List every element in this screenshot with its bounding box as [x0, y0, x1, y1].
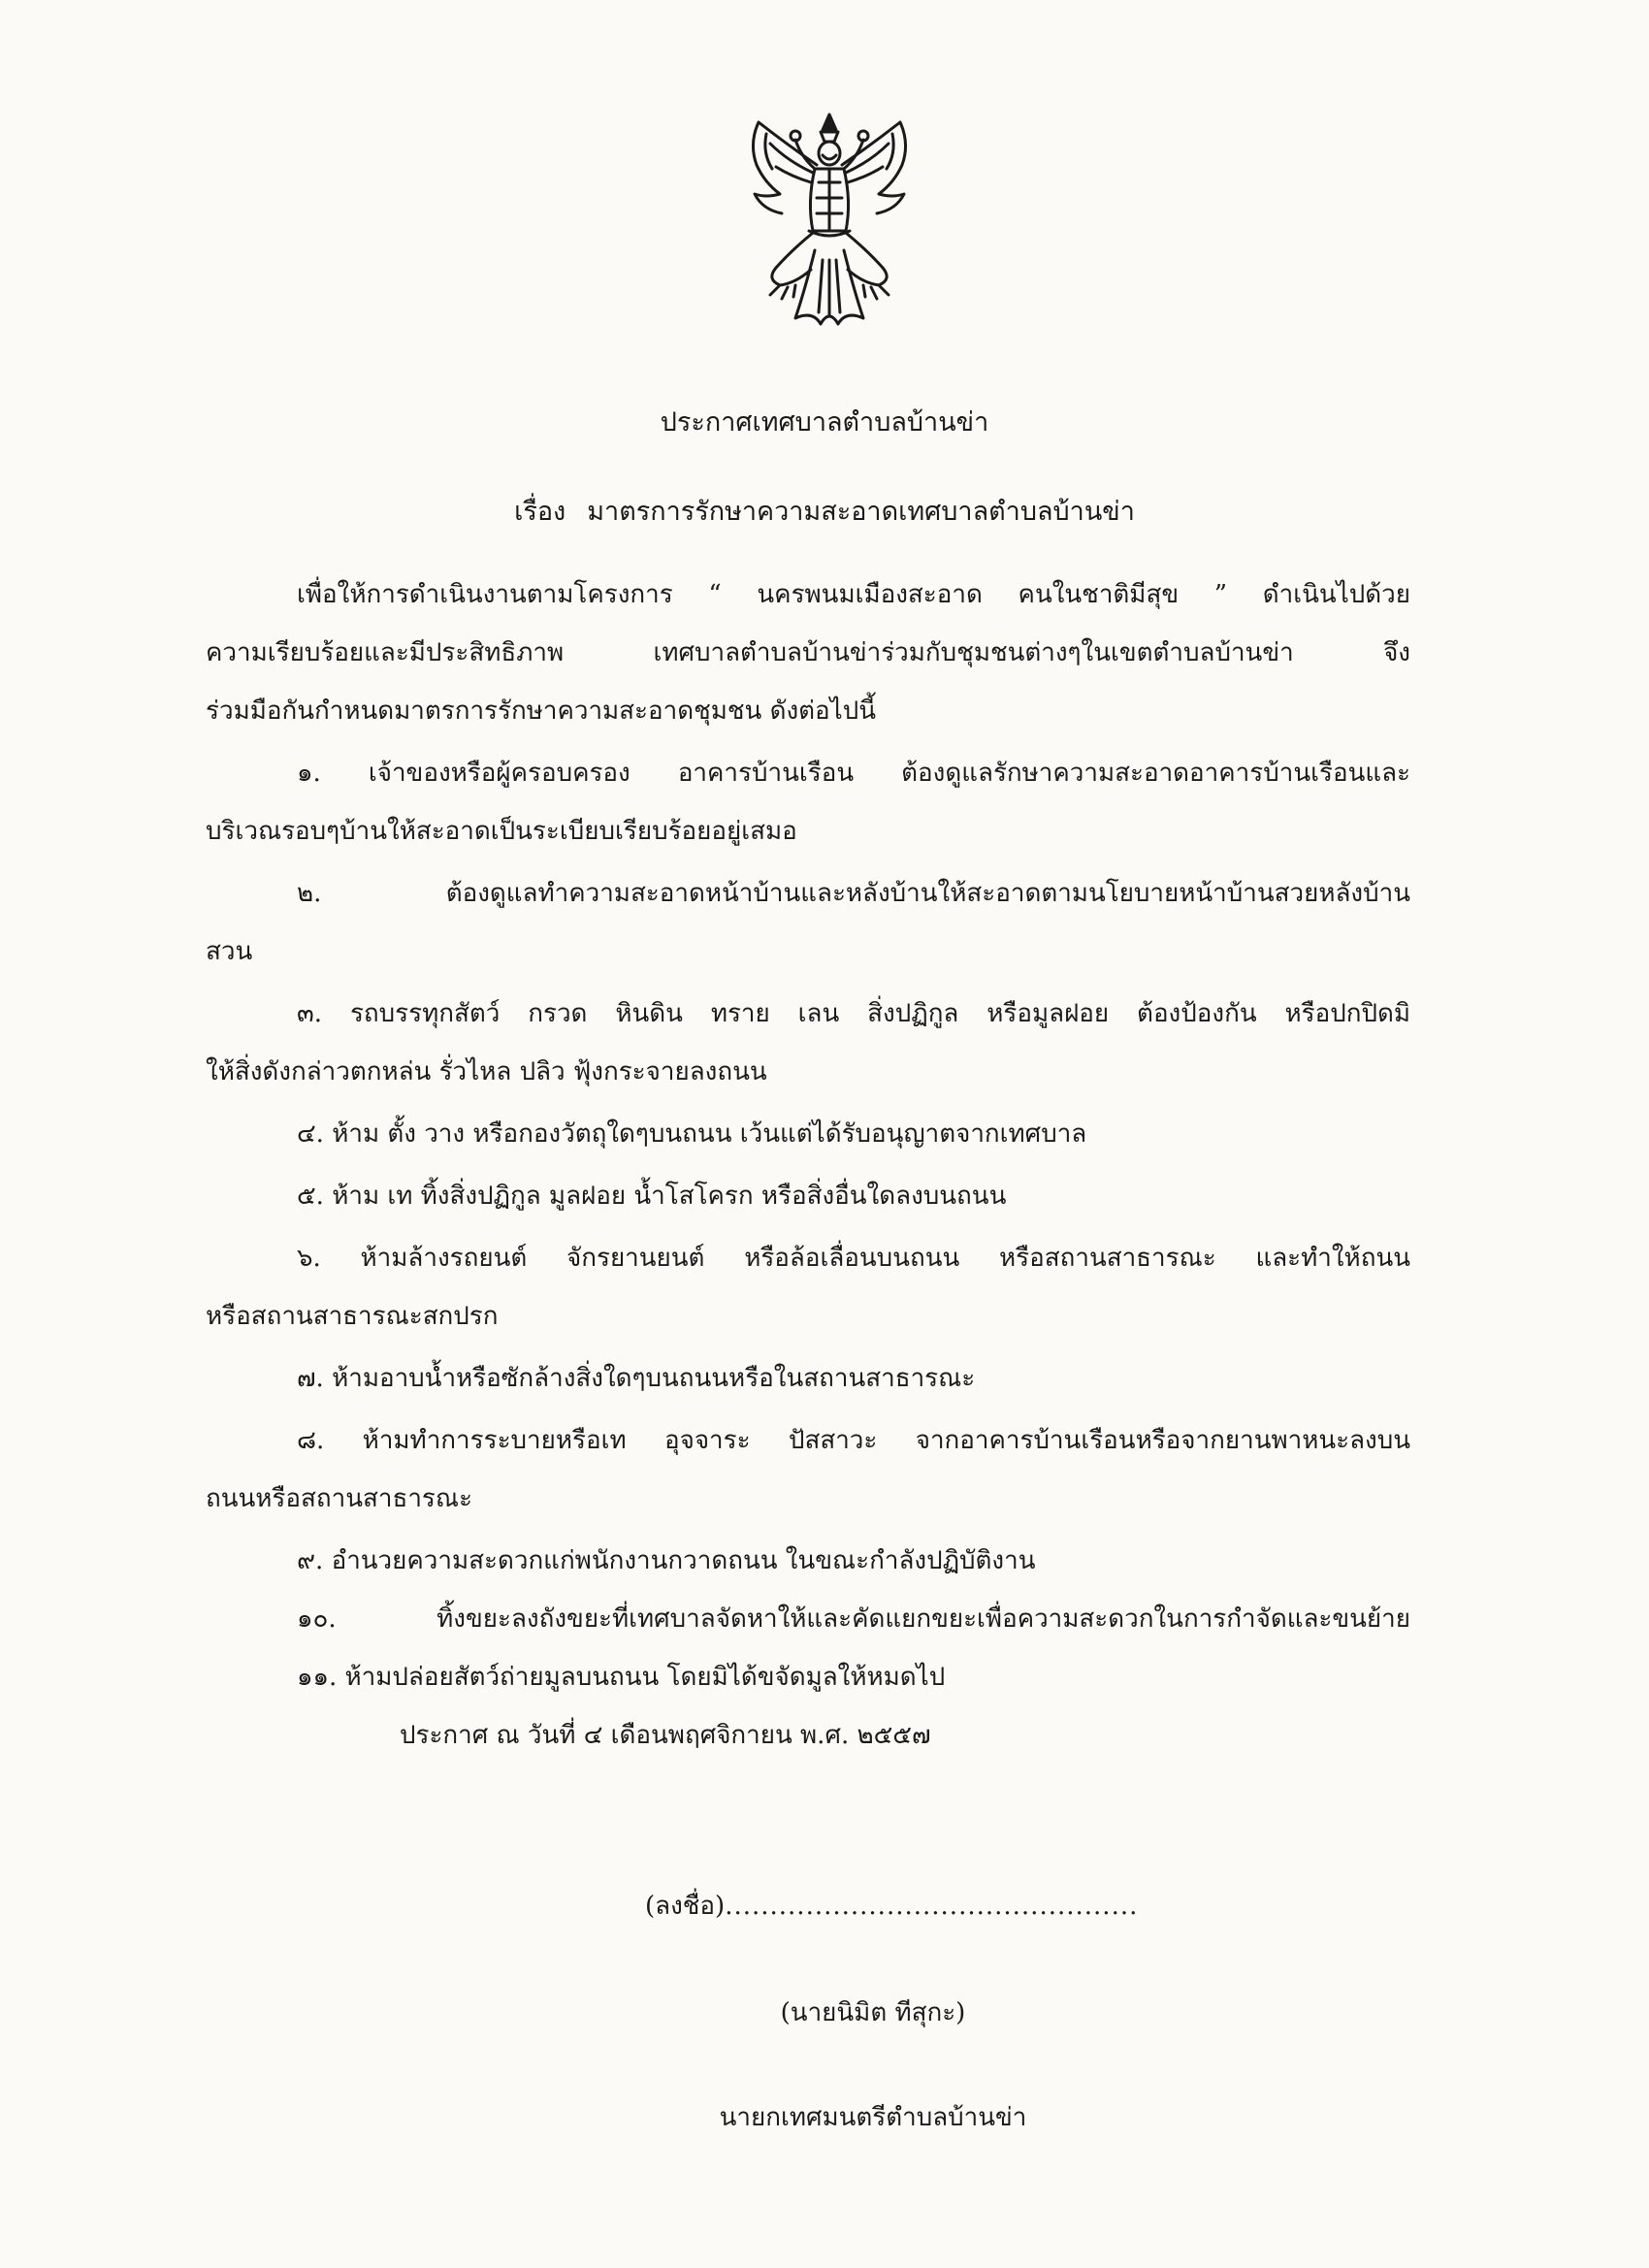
subject-text: มาตรการรักษาความสะอาดเทศบาลตำบลบ้านข่า: [587, 497, 1135, 527]
item-7: ๗. ห้ามอาบน้ำหรือซักล้างสิ่งใดๆบนถนนหรือในสถานสาธารณะ: [297, 1364, 976, 1393]
item-2-line-1: ๒. ต้องดูแลทำความสะอาดหน้าบ้านและหลังบ้านให้สะอาดตามนโยบายหน้าบ้านสวยหลังบ้าน: [297, 879, 1410, 908]
item-4: ๔. ห้าม ตั้ง วาง หรือกองวัตถุใดๆบนถนน เว้นแต่ได้รับอนุญาตจากเทศบาล: [297, 1119, 1087, 1149]
item-11: ๑๑. ห้ามปล่อยสัตว์ถ่ายมูลบนถนน โดยมิได้ขจัดมูลให้หมดไป: [297, 1663, 946, 1692]
announcement-date: ประกาศ ณ วันที่ ๔ เดือนพฤศจิกายน พ.ศ. ๒๕๕๗: [400, 1721, 931, 1750]
intro-line-3: ร่วมมือกันกำหนดมาตรการรักษาความสะอาดชุมชน ดังต่อไปนี้: [206, 697, 877, 726]
item-2-line-2: สวน: [206, 937, 253, 966]
announcement-title: ประกาศเทศบาลตำบลบ้านข่า: [660, 407, 989, 437]
subject-label: เรื่อง: [514, 497, 566, 527]
item-1-line-1: ๑. เจ้าของหรือผู้ครอบครอง อาคารบ้านเรือน ต้องดูแลรักษาความสะอาดอาคารบ้านเรือนและ: [297, 759, 1410, 788]
item-3-line-2: ให้สิ่งดังกล่าวตกหล่น รั่วไหล ปลิว ฟุ้งกระจายลงถนน: [206, 1057, 767, 1086]
signature-dots: ..............................................: [725, 1892, 1139, 1921]
item-9: ๙. อำนวยความสะดวกแก่พนักงานกวาดถนน ในขณะกำลังปฏิบัติงาน: [297, 1546, 1036, 1575]
signer-position: นายกเทศมนตรีตำบลบ้านข่า: [719, 2103, 1027, 2132]
signer-name: (นายนิมิต ทีสุกะ): [780, 1998, 966, 2027]
item-8-line-1: ๘. ห้ามทำการระบายหรือเท อุจจาระ ปัสสาวะ จากอาคารบ้านเรือนหรือจากยานพาหนะลงบน: [297, 1426, 1410, 1455]
item-6-line-1: ๖. ห้ามล้างรถยนต์ จักรยานยนต์ หรือล้อเลื่อนบนถนน หรือสถานสาธารณะ และทำให้ถนน: [297, 1244, 1410, 1273]
item-5: ๕. ห้าม เท ทิ้งสิ่งปฏิกูล มูลฝอย น้ำโสโครก หรือสิ่งอื่นใดลงบนถนน: [297, 1182, 1007, 1211]
announcement-body: [206, 575, 1410, 1755]
item-1-line-2: บริเวณรอบๆบ้านให้สะอาดเป็นระเบียบเรียบร้อยอยู่เสมอ: [206, 817, 797, 846]
announcement-subject: [0, 493, 1649, 532]
item-10: ๑๐. ทิ้งขยะลงถังขยะที่เทศบาลจัดหาให้และคัดแยกขยะเพื่อความสะดวกในการกำจัดและขนย้าย: [297, 1604, 1410, 1634]
intro-line-2: ความเรียบร้อยและมีประสิทธิภาพ เทศบาลตำบลบ้านข่าร่วมกับชุมชนต่างๆในเขตตำบลบ้านข่า จึง: [206, 638, 1410, 667]
item-8-line-2: ถนนหรือสถานสาธารณะ: [206, 1484, 472, 1513]
item-3-line-1: ๓. รถบรรทุกสัตว์ กรวด หินดิน ทราย เลน สิ่งปฏิกูล หรือมูลฝอย ต้องป้องกัน หรือปกปิดมิ: [297, 999, 1410, 1028]
signature-line: [645, 1887, 1138, 1926]
sign-label: (ลงชื่อ): [645, 1892, 726, 1921]
intro-line-1: เพื่อให้การดำเนินงานตามโครงการ “ นครพนมเมืองสะอาด คนในชาติมีสุข ” ดำเนินไปด้วย: [297, 580, 1410, 609]
item-6-line-2: หรือสถานสาธารณะสกปรก: [206, 1302, 499, 1331]
garuda-emblem-icon: [737, 105, 922, 342]
